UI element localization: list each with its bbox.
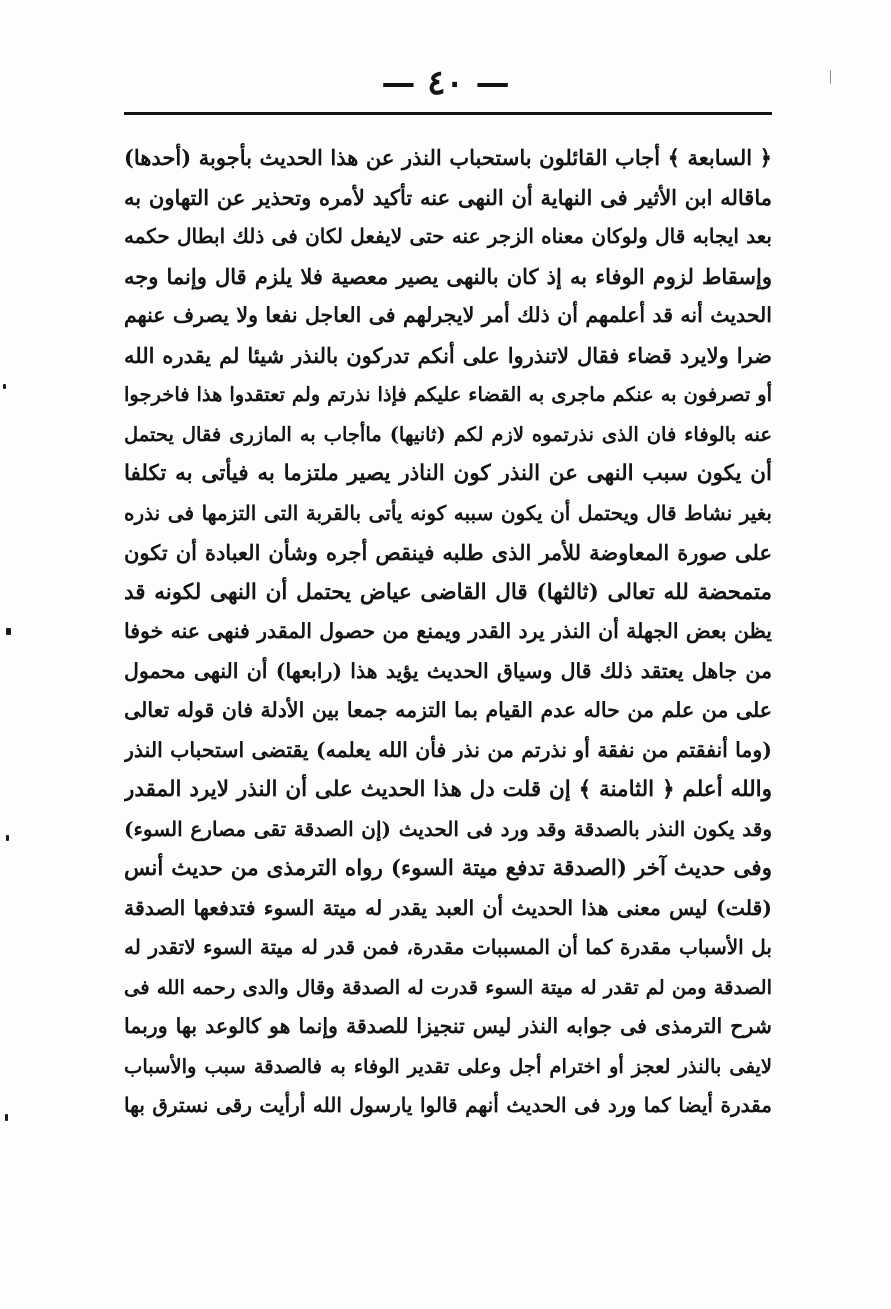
text-line: والله أعلم ﴿ الثامنة ﴾ إن قلت دل هذا الحديث على أن النذر لايرد المقدر [124,777,772,802]
text-line: ﴿ السابعة ﴾ أجاب القائلون باستحباب النذر عن هذا الحديث بأجوبة (أحدها) [124,145,772,170]
text-line: ماقاله ابن الأثير فى النهاية أن النهى عنه تأكيد لأمره وتحذير عن التهاون به [124,184,772,210]
text-line: وفى حديث آخر (الصدقة تدفع ميتة السوء) رواه الترمذى من حديث أنس [124,856,772,881]
text-line: الحديث أنه قد أعلمهم أن ذلك أمر لايجرلهم فى العاجل نفعا ولا يصرف عنهم [124,303,772,327]
text-line: وإسقاط لزوم الوفاء به إذ كان بالنهى يصير معصية فلا يلزم قال وإنما وجه [124,263,772,289]
scan-speck [3,384,6,389]
text-line: مقدرة أيضا كما ورد فى الحديث أنهم قالوا يارسول الله أرأيت رقى نسترق بها [124,1093,772,1117]
text-line: بغير نشاط قال ويحتمل أن يكون سببه كونه يأتى بالقربة التى التزمها فى نذره [124,500,772,525]
scan-speck [6,835,9,841]
scan-speck [830,70,831,84]
text-line: شرح الترمذى فى جوابه النذر ليس تنجيزا للصدقة وإنما هو كالوعد بها وربما [124,1014,772,1038]
text-line: متمحضة لله تعالى (ثالثها) قال القاضى عياض يحتمل أن النهى لكونه قد [124,579,772,605]
text-line: على من علم من حاله عدم القيام بما التزمه جمعا بين الأدلة فان قوله تعالى [124,698,772,722]
header-rule [124,112,772,115]
scan-speck [5,1114,8,1121]
text-line: الصدقة ومن لم تقدر له ميتة السوء قدرت له الصدقة وقال والدى رحمه الله فى [124,975,772,999]
text-line: (وما أنفقتم من نفقة أو نذرتم من نذر فأن الله يعلمه) يقتضى استحباب النذر [124,737,772,762]
text-line: على صورة المعاوضة للأمر الذى طلبه فينقص أجره وشأن العبادة أن تكون [124,540,772,565]
page-body [124,138,772,1126]
page-number: — ٤٠ — [381,63,510,103]
text-line: ضرا ولايرد قضاء فقال لاتنذروا على أنكم تدركون بالنذر شيئا لم يقدره الله [124,342,772,368]
text-line: (قلت) ليس معنى هذا الحديث أن العبد يقدر له ميتة السوء فتدفعها الصدقة [124,895,772,920]
text-line: عنه بالوفاء فان الذى نذرتموه لازم لكم (ثانيها) ماأجاب به المازرى فقال يحتمل [124,422,772,446]
text-line: بل الأسباب مقدرة كما أن المسببات مقدرة، فمن قدر له ميتة السوء لاتقدر له [124,935,772,959]
text-line: بعد ايجابه قال ولوكان معناه الزجر عنه حتى لايفعل لكان فى ذلك ابطال حكمه [124,224,772,248]
text-line: أن يكون سبب النهى عن النذر كون الناذر يصير ملتزما به فيأتى به تكلفا [124,461,772,486]
text-line: يظن بعض الجهلة أن النذر يرد القدر ويمنع من حصول المقدر فنهى عنه خوفا [124,619,772,643]
text-line: وقد يكون النذر بالصدقة وقد ورد فى الحديث (إن الصدقة تقى مصارع السوء) [124,816,772,841]
text-line: من جاهل يعتقد ذلك قال وسياق الحديث يؤيد هذا (رابعها) أن النهى محمول [124,658,772,683]
text-line: أو تصرفون به عنكم ماجرى به القضاء عليكم فإذا نذرتم ولم تعتقدوا هذا فاخرجوا [124,383,772,406]
text-line: لايفى بالنذر لعجز أو اخترام أجل وعلى تقدير الوفاء به فالصدقة سبب والأسباب [124,1054,772,1078]
scan-speck [6,628,11,635]
